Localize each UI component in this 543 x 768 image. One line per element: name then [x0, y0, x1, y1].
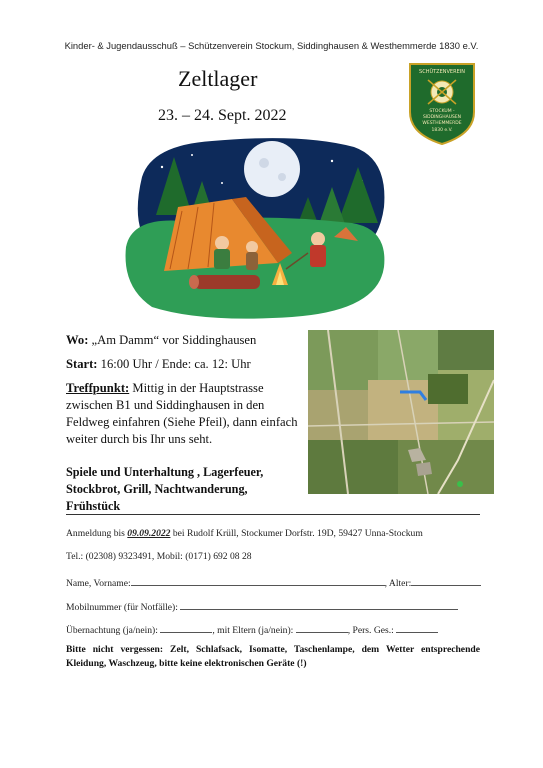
location-value: „Am Damm“ vor Siddinghausen: [91, 333, 257, 347]
registration-line: [66, 528, 423, 539]
mobile-field[interactable]: [180, 599, 458, 610]
moon-icon: [244, 141, 300, 197]
svg-text:WESTHEMMERDE: WESTHEMMERDE: [422, 121, 462, 126]
meeting-label: Treffpunkt:: [66, 381, 130, 395]
activities: Spiele und Unterhaltung , Lagerfeuer, Stockbrot, Grill, Nachtwanderung, Frühstück: [66, 465, 264, 513]
start-label: Start:: [66, 357, 98, 371]
name-label: Name, Vorname:: [66, 578, 131, 589]
name-row: [66, 575, 481, 589]
reminder-text: Bitte nicht vergessen: Zelt, Schlafsack, Isomatte, Taschenlampe, dem Wetter entsprechende Kleidung, Waschzeug, bitte keine elektronischen Geräte (!): [66, 644, 480, 669]
overnight-label: Übernachtung (ja/nein):: [66, 625, 158, 636]
age-label: , Alter:: [384, 578, 412, 589]
camp-illustration: [122, 137, 390, 323]
name-field[interactable]: [131, 575, 385, 586]
start-line: [66, 356, 304, 373]
mobile-row: [66, 599, 458, 613]
organization-header: Kinder- & Jugendausschuß – Schützenverein Stockum, Siddinghausen & Westhemmerde 1830 e.V.: [64, 40, 479, 51]
overnight-field[interactable]: [160, 622, 212, 633]
registration-deadline: 09.09.2022: [127, 528, 171, 539]
club-logo: [408, 62, 476, 146]
age-field[interactable]: [411, 575, 481, 586]
meeting-value: Mittig in der Hauptstrasse zwischen B1 und Siddinghausen in den Feldweg einfahren (Siehe Pfeil), dann einfach weiter durch bis Ihr uns seht.: [66, 381, 298, 446]
location-label: Wo:: [66, 333, 89, 347]
meeting-point: [66, 380, 304, 448]
svg-text:1830 e.V.: 1830 e.V.: [431, 128, 453, 133]
persons-field[interactable]: [396, 622, 438, 633]
svg-text:SIDDINGHAUSEN: SIDDINGHAUSEN: [422, 115, 462, 120]
registration-suffix: bei Rudolf Krüll, Stockumer Dorfstr. 19D, 59427 Unna-Stockum: [170, 528, 423, 539]
svg-text:STOCKUM -: STOCKUM -: [429, 109, 455, 114]
mobile-label: Mobilnummer (für Notfälle):: [66, 602, 178, 613]
aerial-map: [308, 330, 494, 494]
location-line: [66, 332, 304, 349]
phone-line: Tel.: (02308) 9323491, Mobil: (0171) 692 08 28: [66, 551, 252, 562]
overnight-row: [66, 622, 438, 636]
registration-prefix: Anmeldung bis: [66, 528, 128, 539]
start-value: 16:00 Uhr / Ende: ca. 12: Uhr: [100, 357, 251, 371]
persons-label: , Pers. Ges.:: [347, 625, 394, 636]
event-dates: 23. – 24. Sept. 2022: [158, 107, 287, 124]
divider: [66, 514, 480, 515]
svg-text:SCHÜTZENVEREIN: SCHÜTZENVEREIN: [419, 69, 465, 75]
parents-label: , mit Eltern (ja/nein):: [212, 625, 294, 636]
page-title: Zeltlager: [178, 66, 258, 91]
parents-field[interactable]: [296, 622, 348, 633]
